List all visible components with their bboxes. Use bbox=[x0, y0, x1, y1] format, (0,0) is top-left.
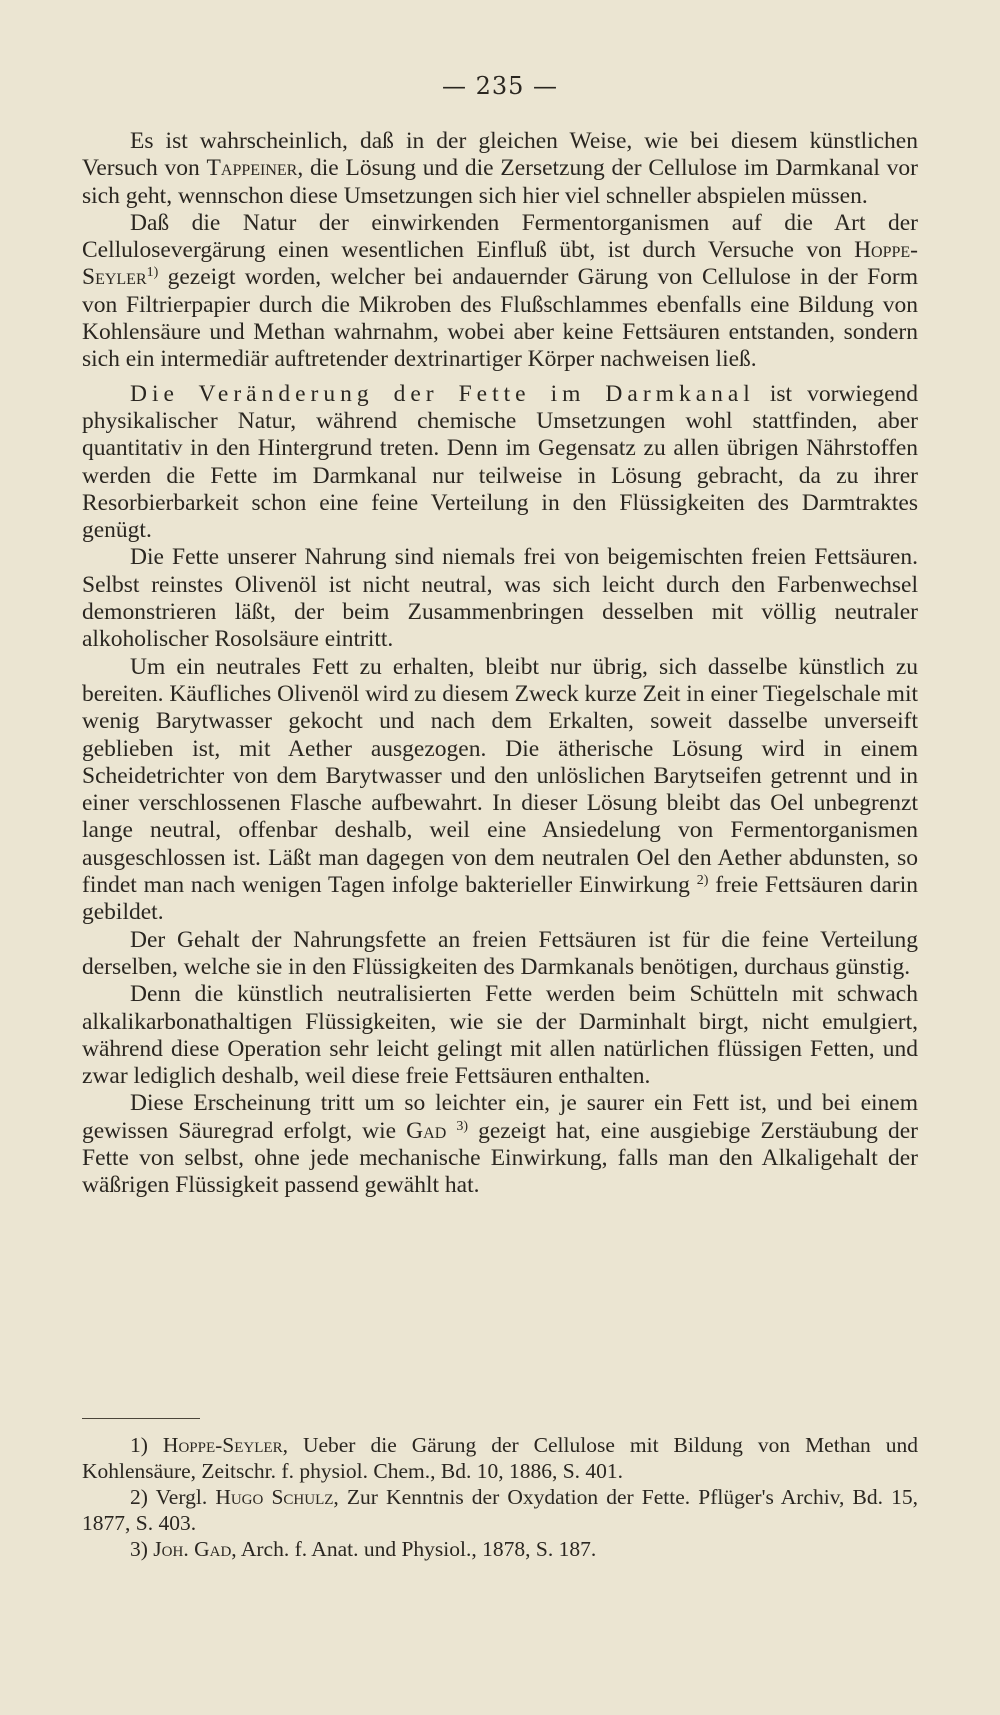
text-run bbox=[446, 1118, 456, 1144]
footnote-marker: 3) bbox=[456, 1118, 469, 1134]
author-name: Hoppe-Seyler bbox=[82, 237, 918, 291]
paragraph bbox=[82, 981, 918, 1090]
text-run: gezeigt hat, eine ausgiebige Zerstäubung der Fette von selbst, ohne jede mechanische Einwirkung, falls man den Alkaligehalt der wäßrigen Flüssigkeit passend gewählt hat. bbox=[82, 1117, 919, 1199]
section-heading-inline: Die Veränderung der Fette im Darmkanal bbox=[130, 380, 755, 407]
author-name: Gad bbox=[406, 1117, 447, 1144]
text-run: Die Fette unserer Nahrung sind niemals frei von beigemischten freien Fettsäuren. Selbst reinstes Olivenöl ist nicht neutral, was sich leicht durch den Farbenwechsel demonstrieren läßt, der beim Zusammenbringen desselben mit völlig neutraler alkoholischer Rosolsäure eintritt. bbox=[82, 544, 918, 653]
footnote bbox=[82, 1484, 918, 1536]
paragraph bbox=[82, 927, 918, 982]
text-run: Um ein neutrales Fett zu erhalten, bleibt nur übrig, sich dasselbe künstlich zu bereiten. Käufliches Olivenöl wird zu diesem Zweck kurze Zeit in einer Tiegelschale mit wenig Barytwasser gekocht und nach dem Erkalten, soweit dasselbe unverseift geblieben ist, mit Aether ausgezogen. Die ätherische Lösung wird in einem Scheidetrichter von dem Barytwasser und den unlöslichen Barytseifen getrennt und in einer verschlossenen Flasche aufbewahrt. In dieser Lösung bleibt das Oel unbegrenzt lange neutral, offenbar deshalb, weil eine Ansiedelung von Fermentorganismen ausgeschlossen ist. Läßt man dagegen von dem neutralen Oel den Aether abdunsten, so findet man nach wenigen Tagen infolge bakterieller Einwirkung bbox=[82, 653, 918, 899]
text-run: freie Fettsäuren darin gebildet. bbox=[82, 872, 918, 926]
paragraph bbox=[82, 544, 918, 653]
text-run: gezeigt worden, welcher bei andauernder Gärung von Cellulose in der Form von Filtrierpapier durch die Mikroben des Flußschlammes ebenfalls eine Bildung von Kohlensäure und Methan wahrnahm, wobei aber keine Fettsäuren entstanden, sondern sich ein intermediär auftretender dextrinartiger Körper nachweisen ließ. bbox=[82, 264, 918, 373]
text-run: , Ueber die Gärung der Cellulose mit Bildung von Methan und Kohlensäure, Zeitschr. f. physiol. Chem., Bd. 10, 1886, S. 401. bbox=[82, 1433, 918, 1483]
footnote bbox=[82, 1432, 918, 1484]
text-run: 3) bbox=[130, 1537, 154, 1561]
paragraph bbox=[82, 1090, 918, 1199]
paragraph bbox=[82, 210, 918, 374]
text-run: Daß die Natur der einwirkenden Fermentorganismen auf die Art der Cellulosevergärung einen wesentlichen Einfluß übt, ist durch Versuche von bbox=[82, 209, 918, 264]
paragraph bbox=[82, 381, 918, 545]
author-name: Joh. Gad bbox=[153, 1537, 232, 1561]
footnote bbox=[82, 1536, 918, 1562]
text-run: Diese Erscheinung tritt um so leichter ein, je saurer ein Fett ist, und bei einem gewissen Säuregrad erfolgt, wie bbox=[82, 1090, 918, 1144]
body-text bbox=[82, 128, 918, 1200]
footnote-divider bbox=[82, 1418, 200, 1419]
text-run: ist vorwiegend physikalischer Natur, während chemische Umsetzungen wohl stattfinden, aber quantitativ in den Hintergrund treten. Denn im Gegensatz zu allen übrigen Nährstoffen werden die Fette im Darmkanal nur teilweise in Lösung gebracht, da zu ihrer Resorbierbarkeit schon eine feine Verteilung in den Flüssigkeiten des Darmtraktes genügt. bbox=[82, 380, 919, 544]
footnote-marker: 1) bbox=[146, 265, 159, 281]
footnote-marker: 2) bbox=[696, 873, 709, 889]
text-run: , Zur Kenntnis der Oxydation der Fette. Pflüger's Archiv, Bd. 15, 1877, S. 403. bbox=[82, 1485, 918, 1535]
page-number: — 235 — bbox=[441, 72, 559, 100]
text-run: 2) Vergl. bbox=[130, 1485, 216, 1509]
text-run: Es ist wahrscheinlich, daß in der gleichen Weise, wie bei diesem künstlichen Versuch von bbox=[82, 128, 918, 182]
paragraph bbox=[82, 128, 918, 210]
text-run: , die Lösung und die Zersetzung der Cellulose im Darmkanal vor sich geht, wennschon diese Umsetzungen sich hier viel schneller abspielen müssen. bbox=[82, 155, 918, 209]
author-name: Tappeiner bbox=[206, 155, 298, 182]
footnotes bbox=[82, 1432, 918, 1562]
author-name: Hugo Schulz bbox=[215, 1485, 334, 1509]
text-run: , Arch. f. Anat. und Physiol., 1878, S. 187. bbox=[231, 1537, 597, 1561]
text-run: 1) bbox=[130, 1433, 163, 1457]
author-name: Hoppe-Seyler bbox=[162, 1433, 283, 1457]
text-run: Denn die künstlich neutralisierten Fette werden beim Schütteln mit schwach alkalikarbonathaltigen Flüssigkeiten, wie sie der Darminhalt birgt, nicht emulgiert, während diese Operation sehr leicht gelingt mit allen natürlichen flüssigen Fetten, und zwar lediglich deshalb, weil diese freie Fettsäuren enthalten. bbox=[82, 981, 918, 1090]
paragraph bbox=[82, 654, 918, 927]
text-run: Der Gehalt der Nahrungsfette an freien Fettsäuren ist für die feine Verteilung derselben, welche sie in den Flüssigkeiten des Darmkanals benötigen, durchaus günstig. bbox=[82, 926, 918, 980]
